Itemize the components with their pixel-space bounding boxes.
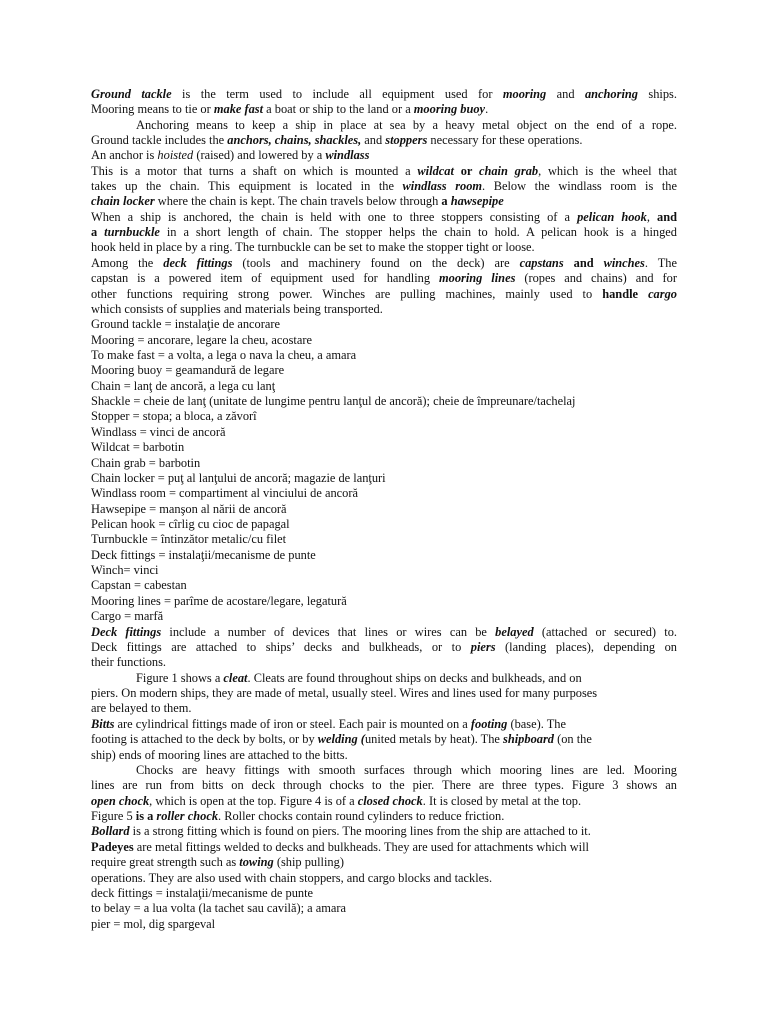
text-run: pier = mol, dig spargeval <box>91 917 216 931</box>
text-run: Ground tackle = instalaţie de ancorare <box>91 317 280 331</box>
text-line <box>136 118 677 133</box>
text-run: capstan is a powered item of equipment used for handling <box>91 271 439 285</box>
text-run: towing <box>239 855 274 869</box>
text-run: Figure 5 <box>91 809 136 823</box>
text-run: Deck fittings <box>91 625 162 639</box>
text-line <box>91 394 677 409</box>
text-line <box>136 763 677 778</box>
text-run: a <box>441 194 451 208</box>
text-run: and <box>546 87 585 101</box>
text-run: lines are run from bitts on deck through chocks to the pier. There are three types. Figure 3 shows an <box>91 778 677 792</box>
text-line <box>91 287 677 302</box>
text-line <box>91 225 677 240</box>
text-run: mooring lines <box>438 271 516 285</box>
text-run: Ground tackle <box>91 87 172 101</box>
text-run: Chocks are heavy fittings with smooth surfaces through which mooring lines are led. Mooring <box>136 763 677 777</box>
text-line <box>91 240 677 255</box>
text-run: (tools and machinery found on the deck) are <box>232 256 520 270</box>
text-line <box>91 302 677 317</box>
text-line <box>91 578 677 593</box>
text-line <box>136 671 677 686</box>
text-line <box>91 348 677 363</box>
text-line <box>91 179 677 194</box>
text-line <box>91 517 677 532</box>
text-run: capstans <box>519 256 564 270</box>
text-run: (raised) and lowered by a <box>193 148 326 162</box>
text-run: united metals by heat). The <box>364 732 504 746</box>
text-run: Bitts <box>91 717 115 731</box>
text-run: (base). The <box>507 717 566 731</box>
text-run: , <box>646 210 658 224</box>
text-run: ships. <box>637 87 677 101</box>
text-line <box>91 563 677 578</box>
text-line <box>91 502 677 517</box>
text-run: ship) ends of mooring lines are attached to the bitts. <box>91 748 348 762</box>
text-run: Mooring lines = parîme de acostare/legare, legatură <box>91 594 347 608</box>
text-line <box>91 471 677 486</box>
text-run: a boat or ship to the land or a <box>263 102 414 116</box>
text-run: piers. On modern ships, they are made of metal, usually steel. Wires and lines used for many purposes <box>91 686 598 700</box>
text-run: windlass room <box>402 179 483 193</box>
text-line <box>91 148 677 163</box>
text-line <box>91 102 677 117</box>
text-line <box>91 379 677 394</box>
text-line <box>91 594 677 609</box>
text-line <box>91 409 677 424</box>
text-run: Chain = lanţ de ancoră, a lega cu lanţ <box>91 379 276 393</box>
text-run: turnbuckle <box>104 225 160 239</box>
text-run: are belayed to them. <box>91 701 192 715</box>
text-run: other functions requiring strong power. Winches are pulling machines, mainly used to <box>91 287 603 301</box>
text-run: are cylindrical fittings made of iron or steel. Each pair is mounted on a <box>114 717 471 731</box>
text-run: Among the <box>91 256 164 270</box>
text-line <box>91 548 677 563</box>
text-run: When a ship is anchored, the chain is held with one to three stoppers consisting of a <box>91 210 578 224</box>
text-run: require great strength such as <box>91 855 240 869</box>
text-run: Chain locker = puţ al lanţului de ancoră; magazie de lanţuri <box>91 471 386 485</box>
text-run: Deck fittings are attached to ships’ decks and bulkheads, or to <box>91 640 471 654</box>
text-run: include a number of devices that lines or wires can be <box>161 625 496 639</box>
text-line <box>91 164 677 179</box>
text-run: chain grab <box>478 164 539 178</box>
text-run: anchors, chains, shackles, <box>227 133 362 147</box>
text-line <box>91 655 677 670</box>
text-run: footing <box>470 717 508 731</box>
text-run: Cargo = marfă <box>91 609 164 623</box>
text-run: open chock <box>91 794 150 808</box>
text-run: Bollard <box>91 824 130 838</box>
text-line <box>91 194 677 209</box>
text-line <box>91 133 677 148</box>
text-run: (on the <box>554 732 592 746</box>
text-run: piers <box>470 640 496 654</box>
text-line <box>91 333 677 348</box>
text-run: Wildcat = barbotin <box>91 440 185 454</box>
text-run: operations. They are also used with chain stoppers, and cargo blocks and tackles. <box>91 871 493 885</box>
text-line <box>91 701 677 716</box>
text-run: . Below the windlass room is the <box>482 179 677 193</box>
text-run: takes up the chain. This equipment is located in the <box>91 179 403 193</box>
text-run: . Cleats are found throughout ships on decks and bulkheads, and on <box>247 671 582 685</box>
text-line <box>91 748 677 763</box>
text-run: . The <box>644 256 677 270</box>
text-line <box>91 425 677 440</box>
text-line <box>91 363 677 378</box>
text-line <box>91 824 677 839</box>
text-run: Mooring means to tie or <box>91 102 214 116</box>
text-line <box>91 486 677 501</box>
text-line <box>91 256 677 271</box>
text-run: Figure 1 shows a <box>136 671 224 685</box>
text-run: , which is the wheel that <box>538 164 677 178</box>
text-line <box>91 717 677 732</box>
text-run: To make fast = a volta, a lega o nava la cheu, a amara <box>91 348 357 362</box>
text-run: cleat <box>223 671 248 685</box>
text-run: windlass <box>325 148 370 162</box>
text-line <box>91 440 677 455</box>
text-line <box>91 855 677 870</box>
text-run: Ground tackle includes the <box>91 133 228 147</box>
text-run: Turnbuckle = întinzător metalic/cu filet <box>91 532 287 546</box>
text-run: Capstan = cabestan <box>91 578 187 592</box>
text-run: deck fittings <box>163 256 233 270</box>
text-run: footing is attached to the deck by bolts, or by <box>91 732 318 746</box>
text-run: which consists of supplies and materials being transported. <box>91 302 383 316</box>
text-line <box>91 871 677 886</box>
text-run: chain locker <box>91 194 155 208</box>
text-run: pelican hook <box>577 210 647 224</box>
text-run: mooring buoy <box>413 102 486 116</box>
text-line <box>91 794 677 809</box>
text-run: are metal fittings welded to decks and bulkheads. They are used for attachments which will <box>133 840 590 854</box>
text-run: shipboard <box>503 732 554 746</box>
text-run: Mooring buoy = geamandură de legare <box>91 363 285 377</box>
text-line <box>91 686 677 701</box>
text-run: Stopper = stopa; a bloca, a zăvorî <box>91 409 257 423</box>
text-run: Hawsepipe = manşon al nării de ancoră <box>91 502 287 516</box>
text-run: wildcat <box>417 164 454 178</box>
text-run: to belay = a lua volta (la tachet sau cavilă); a amara <box>91 901 347 915</box>
text-run: Deck fittings = instalaţii/mecanisme de punte <box>91 548 316 562</box>
text-run: (landing places), depending on <box>495 640 677 654</box>
text-run: (ropes and chains) and for <box>515 271 677 285</box>
text-run: where the chain is kept. The chain travels below through <box>154 194 442 208</box>
text-run: Windlass room = compartiment al vinciului de ancoră <box>91 486 358 500</box>
text-run: . <box>485 102 489 116</box>
text-run: and <box>361 133 386 147</box>
text-run: is the term used to include all equipment used for <box>171 87 503 101</box>
text-run: Pelican hook = cîrlig cu cioc de papagal <box>91 517 290 531</box>
text-run: (ship pulling) <box>273 855 344 869</box>
text-line <box>91 778 677 793</box>
text-run: Shackle = cheie de lanţ (unitate de lungime pentru lanţul de ancoră); cheie de împreunare/tachelaj <box>91 394 576 408</box>
text-run: hoisted <box>157 148 194 162</box>
text-line <box>91 840 677 855</box>
text-run: is a strong fitting which is found on piers. The mooring lines from the ship are attached to it. <box>129 824 591 838</box>
text-run: and <box>657 210 677 224</box>
text-run: Anchoring means to keep a ship in place at sea by a heavy metal object on the end of a rope. <box>136 118 677 132</box>
text-line <box>91 87 677 102</box>
text-run: . Roller chocks contain round cylinders to reduce friction. <box>218 809 505 823</box>
text-run: hawsepipe <box>450 194 504 208</box>
text-run: . It is closed by metal at the top. <box>422 794 582 808</box>
text-run: This is a motor that turns a shaft on which is mounted a <box>91 164 418 178</box>
text-line <box>91 210 677 225</box>
text-run: in a short length of chain. The stopper helps the chain to hold. A pelican hook is a hinged <box>159 225 677 239</box>
text-line <box>91 640 677 655</box>
text-run: belayed <box>495 625 534 639</box>
text-line <box>91 809 677 824</box>
text-line <box>91 625 677 640</box>
text-run: , which is open at the top. Figure 4 is of a <box>149 794 358 808</box>
text-line <box>91 271 677 286</box>
text-run: cargo <box>648 287 677 301</box>
text-run: make fast <box>213 102 264 116</box>
text-run: handle <box>602 287 649 301</box>
text-run: Windlass = vinci de ancoră <box>91 425 226 439</box>
text-line <box>91 917 677 932</box>
text-line <box>91 532 677 547</box>
text-run: their functions. <box>91 655 167 669</box>
text-run: and <box>563 256 604 270</box>
text-run: deck fittings = instalaţii/mecanisme de punte <box>91 886 314 900</box>
text-line <box>91 901 677 916</box>
text-line <box>91 317 677 332</box>
text-line <box>91 886 677 901</box>
text-run: Chain grab = barbotin <box>91 456 201 470</box>
text-run: stoppers <box>385 133 428 147</box>
text-run: anchoring <box>584 87 638 101</box>
text-run: winches <box>603 256 645 270</box>
text-run: closed chock <box>357 794 423 808</box>
text-run: welding ( <box>317 732 365 746</box>
text-run: or <box>453 164 479 178</box>
text-run: Mooring = ancorare, legare la cheu, acostare <box>91 333 312 347</box>
text-run: An anchor is <box>91 148 158 162</box>
text-run: (attached or secured) to. <box>533 625 678 639</box>
text-run: mooring <box>502 87 547 101</box>
text-run: is a <box>135 809 157 823</box>
text-run: necessary for these operations. <box>427 133 583 147</box>
text-run: Padeyes <box>91 840 134 854</box>
text-line <box>91 456 677 471</box>
text-line <box>91 732 677 747</box>
text-run: hook held in place by a ring. The turnbuckle can be set to make the stopper tight or loose. <box>91 240 535 254</box>
text-run: Winch= vinci <box>91 563 159 577</box>
text-line <box>91 609 677 624</box>
text-run: roller chock <box>156 809 219 823</box>
text-run: a <box>91 225 105 239</box>
